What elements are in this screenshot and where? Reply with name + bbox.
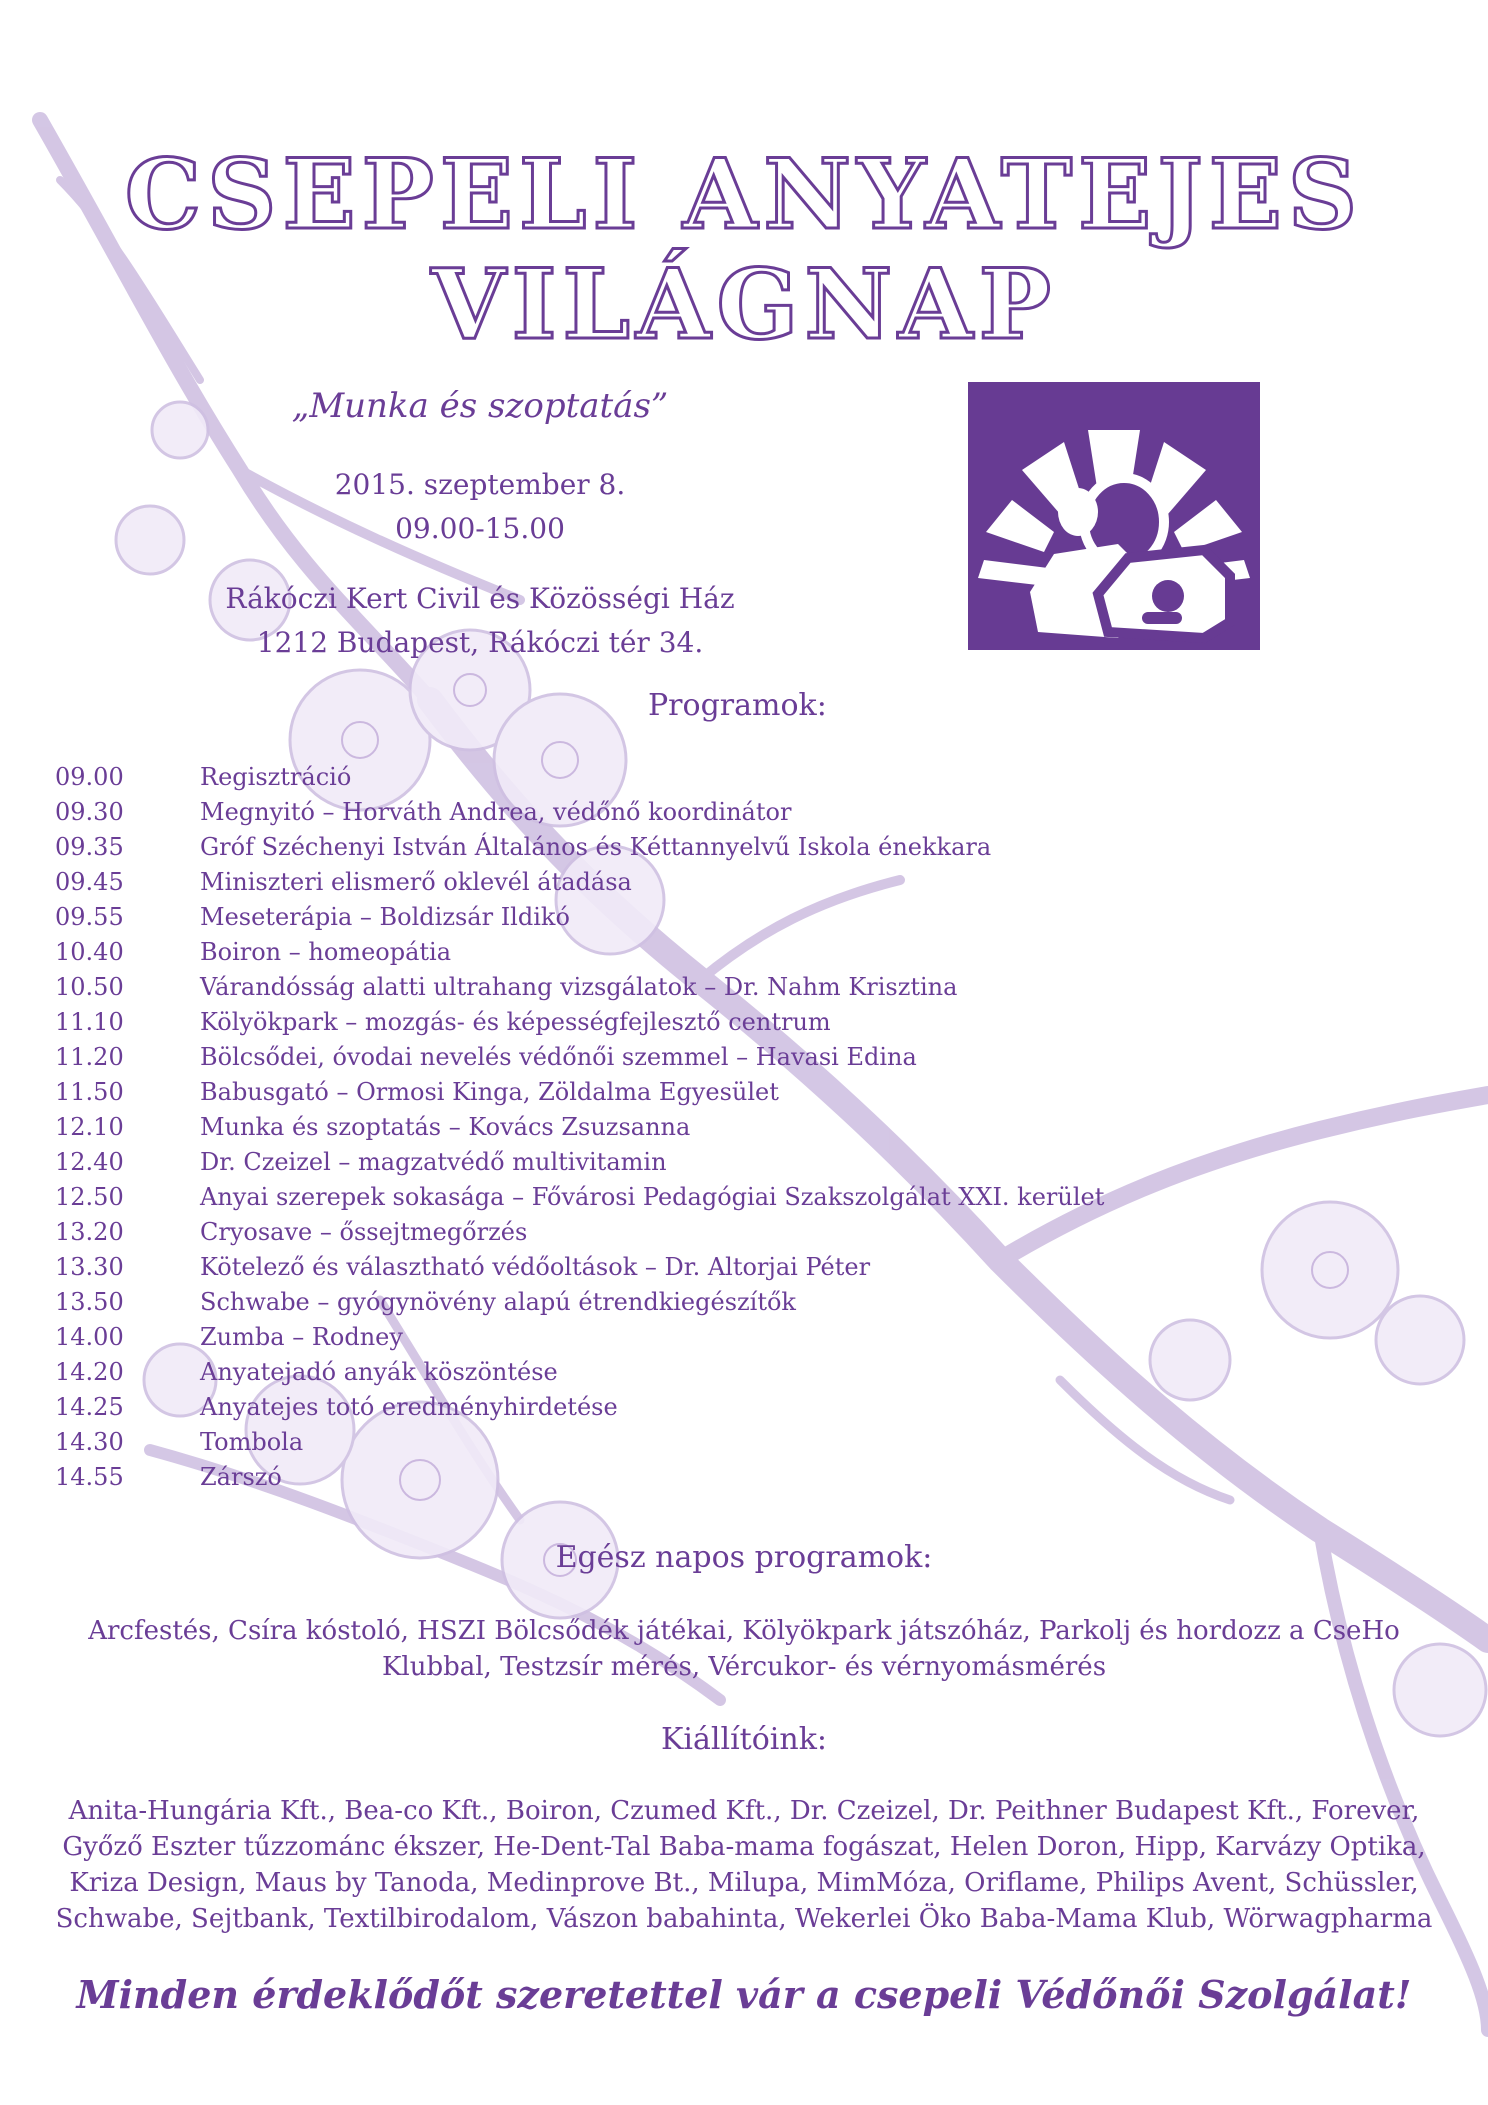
- schedule-program: Zumba – Rodney: [200, 1323, 403, 1351]
- footer-invitation: Minden érdeklődőt szeretettel vár a csepeli Védőnői Szolgálat!: [76, 1972, 1412, 2017]
- schedule-time: 11.20: [55, 1043, 124, 1071]
- schedule-row: [55, 1285, 1155, 1320]
- mother-child-logo: [968, 382, 1260, 674]
- schedule-program: Anyatejes totó eredményhirdetése: [200, 1393, 618, 1421]
- schedule-program: Kötelező és választható védőoltások – Dr. Altorjai Péter: [200, 1253, 871, 1281]
- schedule-program: Megnyitó – Horváth Andrea, védőnő koordinátor: [200, 798, 792, 826]
- schedule-program: Cryosave – őssejtmegőrzés: [200, 1218, 528, 1246]
- schedule-time: 13.30: [55, 1253, 124, 1281]
- schedule-row: [55, 970, 1155, 1005]
- exhibitors-heading: Kiállítóink:: [661, 1722, 827, 1757]
- event-time: 09.00-15.00: [395, 512, 565, 545]
- schedule-row: [55, 1320, 1155, 1355]
- schedule-time: 09.35: [55, 833, 124, 861]
- schedule-program: Várandósság alatti ultrahang vizsgálatok – Dr. Nahm Krisztina: [200, 973, 958, 1001]
- schedule-program: Munka és szoptatás – Kovács Zsuzsanna: [200, 1113, 691, 1141]
- schedule-row: [55, 1390, 1155, 1425]
- schedule-program: Schwabe – gyógynövény alapú étrendkiegészítők: [200, 1288, 796, 1316]
- schedule-time: 14.30: [55, 1428, 124, 1456]
- schedule-row: [55, 830, 1155, 865]
- exhibitors-line: Anita-Hungária Kft., Bea-co Kft., Boiron, Czumed Kft., Dr. Czeizel, Dr. Peithner Budapest Kft., Forever,: [68, 1796, 1420, 1826]
- programs-heading: Programok:: [648, 688, 827, 723]
- schedule-time: 09.30: [55, 798, 124, 826]
- schedule-time: 12.40: [55, 1148, 124, 1176]
- schedule-time: 11.10: [55, 1008, 124, 1036]
- schedule-program: Miniszteri elismerő oklevél átadása: [200, 868, 632, 896]
- schedule-program: Anyatejadó anyák köszöntése: [200, 1358, 558, 1386]
- schedule-time: 14.00: [55, 1323, 124, 1351]
- schedule-row: [55, 935, 1155, 970]
- exhibitors-line: Schwabe, Sejtbank, Textilbirodalom, Vászon babahinta, Wekerlei Öko Baba-Mama Klub, Wörwagpharma: [55, 1904, 1433, 1934]
- schedule-program: Regisztráció: [200, 763, 352, 791]
- schedule-row: [55, 865, 1155, 900]
- schedule-program: Boiron – homeopátia: [200, 938, 452, 966]
- exhibitors-line: Győző Eszter tűzzománc ékszer, He-Dent-Tal Baba-mama fogászat, Helen Doron, Hipp, Karvázy Optika,: [62, 1832, 1426, 1862]
- page-title-line1: CSEPELI ANYATEJES: [124, 138, 1364, 251]
- schedule-time: 09.00: [55, 763, 124, 791]
- event-date: 2015. szeptember 8.: [334, 468, 626, 501]
- venue-name: Rákóczi Kert Civil és Közösségi Ház: [225, 582, 735, 615]
- schedule-time: 09.55: [55, 903, 124, 931]
- schedule-time: 10.40: [55, 938, 124, 966]
- page-title-line2: VILÁGNAP: [431, 248, 1057, 361]
- schedule-row: [55, 795, 1155, 830]
- schedule-row: [55, 900, 1155, 935]
- schedule-program: Dr. Czeizel – magzatvédő multivitamin: [200, 1148, 667, 1176]
- schedule-row: [55, 1250, 1155, 1285]
- schedule-row: [55, 1110, 1155, 1145]
- schedule-time: 13.20: [55, 1218, 124, 1246]
- schedule-program: Tombola: [200, 1428, 304, 1456]
- schedule-program: Babusgató – Ormosi Kinga, Zöldalma Egyesület: [200, 1078, 779, 1106]
- schedule-time: 12.50: [55, 1183, 124, 1211]
- schedule-row: [55, 1075, 1155, 1110]
- schedule-list: [55, 760, 1155, 1495]
- schedule-row: [55, 1355, 1155, 1390]
- allday-line2: Klubbal, Testzsír mérés, Vércukor- és vérnyomásmérés: [381, 1652, 1107, 1682]
- schedule-time: 12.10: [55, 1113, 124, 1141]
- schedule-time: 14.25: [55, 1393, 124, 1421]
- venue-address: 1212 Budapest, Rákóczi tér 34.: [256, 626, 704, 659]
- schedule-program: Anyai szerepek sokasága – Fővárosi Pedagógiai Szakszolgálat XXI. kerület: [200, 1183, 1105, 1211]
- schedule-row: [55, 760, 1155, 795]
- schedule-row: [55, 1215, 1155, 1250]
- schedule-time: 14.55: [55, 1463, 124, 1491]
- schedule-program: Kölyökpark – mozgás- és képességfejlesztő centrum: [200, 1008, 831, 1036]
- schedule-row: [55, 1180, 1155, 1215]
- schedule-time: 10.50: [55, 973, 124, 1001]
- schedule-row: [55, 1005, 1155, 1040]
- schedule-time: 14.20: [55, 1358, 124, 1386]
- schedule-program: Zárszó: [200, 1463, 282, 1491]
- mother-child-sunrise-icon: [968, 382, 1260, 674]
- schedule-row: [55, 1425, 1155, 1460]
- schedule-program: Bölcsődei, óvodai nevelés védőnői szemmel – Havasi Edina: [200, 1043, 917, 1071]
- schedule-program: Meseterápia – Boldizsár Ildikó: [200, 903, 570, 931]
- schedule-row: [55, 1460, 1155, 1495]
- schedule-time: 09.45: [55, 868, 124, 896]
- event-subtitle: „Munka és szoptatás”: [291, 386, 669, 426]
- exhibitors-line: Kriza Design, Maus by Tanoda, Medinprove Bt., Milupa, MimMóza, Oriflame, Philips Avent, Schüssler,: [69, 1868, 1419, 1898]
- allday-line1: Arcfestés, Csíra kóstoló, HSZI Bölcsődék játékai, Kölyökpark játszóház, Parkolj és hordozz a CseHo: [88, 1616, 1400, 1646]
- schedule-row: [55, 1145, 1155, 1180]
- schedule-time: 11.50: [55, 1078, 124, 1106]
- schedule-row: [55, 1040, 1155, 1075]
- allday-heading: Egész napos programok:: [555, 1540, 933, 1575]
- schedule-program: Gróf Széchenyi István Általános és Kéttannyelvű Iskola énekkara: [200, 833, 992, 861]
- schedule-time: 13.50: [55, 1288, 124, 1316]
